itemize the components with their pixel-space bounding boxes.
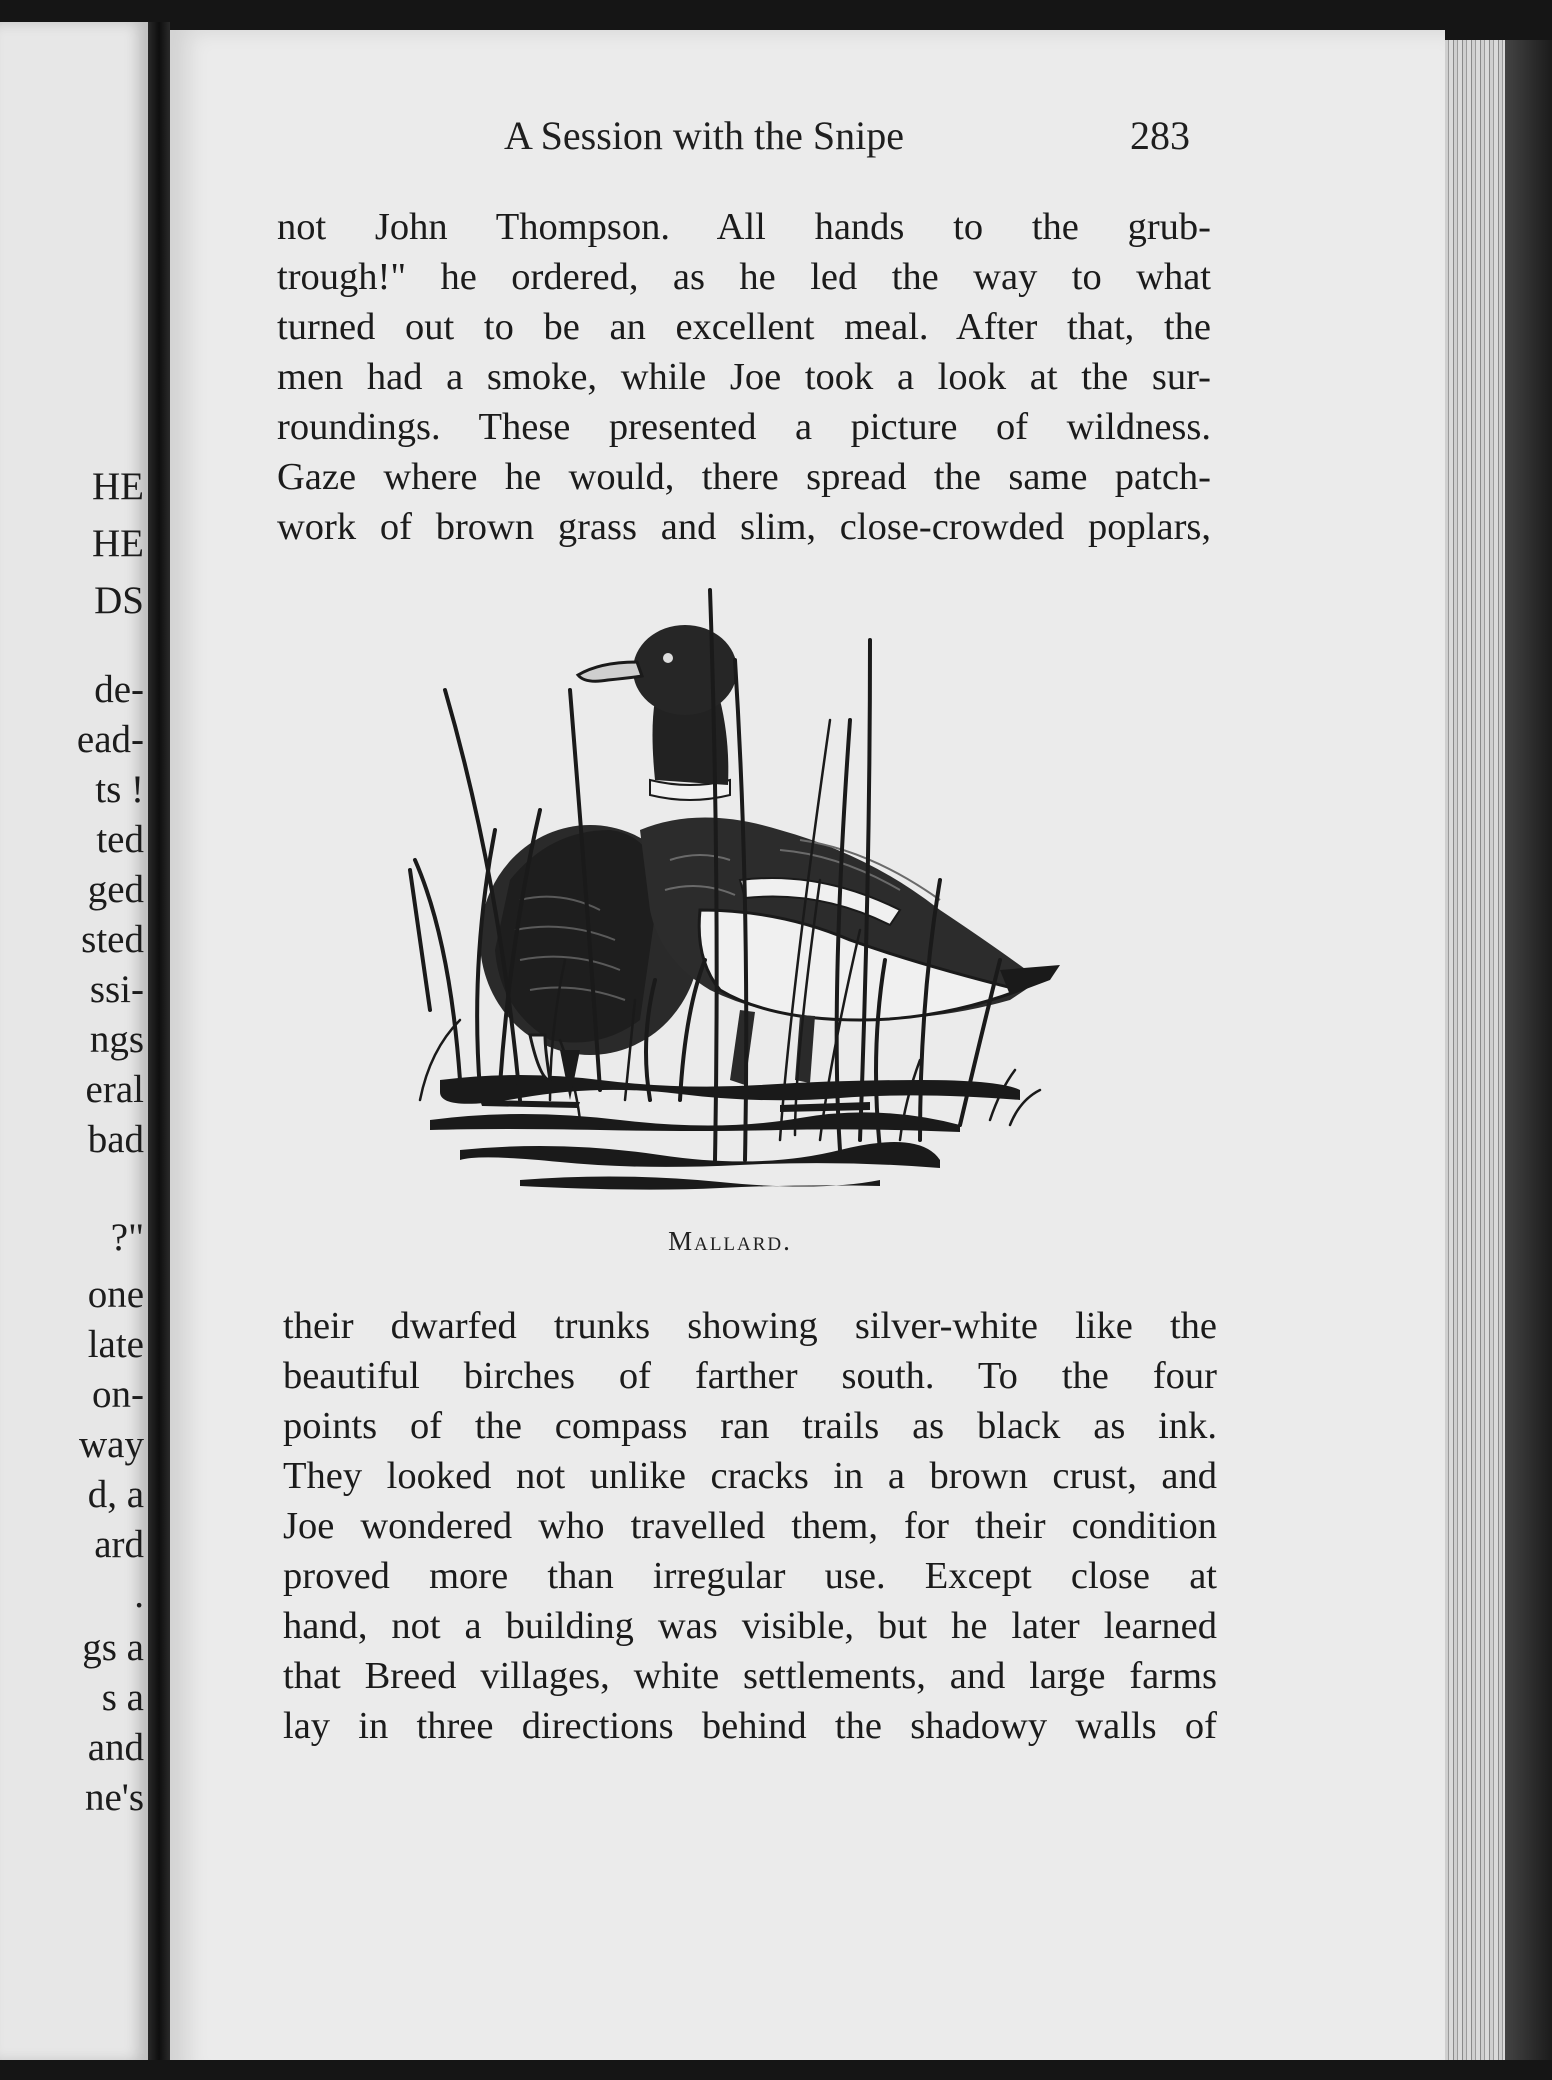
text-line: lay in three directions behind the shadowy walls of	[283, 1705, 1217, 1747]
left-fragment: one	[87, 1273, 144, 1316]
text-line: Gaze where he would, there spread the same patch-	[277, 456, 1211, 498]
left-fragment: s a	[101, 1676, 144, 1719]
text-line: beautiful birches of farther south. To the four	[283, 1355, 1217, 1397]
text-line: roundings. These presented a picture of wildness.	[277, 406, 1211, 448]
left-fragment: gs a	[82, 1626, 144, 1669]
left-fragment: ged	[87, 868, 144, 911]
text-line: that Breed villages, white settlements, and large farms	[283, 1655, 1217, 1697]
text-line: not John Thompson. All hands to the grub-	[277, 206, 1211, 248]
left-fragment: ngs	[89, 1018, 144, 1061]
left-fragment: ts !	[95, 768, 144, 811]
book-gutter	[148, 22, 170, 2062]
left-fragment: and	[87, 1726, 144, 1769]
book-cover-edge	[1505, 40, 1552, 2080]
scan-bottom-border	[0, 2060, 1552, 2080]
figure-caption: Mallard.	[668, 1226, 792, 1256]
left-fragment: way	[79, 1423, 144, 1466]
text-line: turned out to be an excellent meal. After that, the	[277, 306, 1211, 348]
left-fragment: de-	[94, 668, 144, 711]
left-fragment: .	[134, 1573, 144, 1616]
text-line: trough!" he ordered, as he led the way to what	[277, 256, 1211, 298]
mallard-illustration	[400, 580, 1100, 1200]
body-text-lower	[283, 1301, 1217, 1751]
text-line: points of the compass ran trails as black as ink.	[283, 1405, 1217, 1447]
left-fragment: late	[87, 1323, 144, 1366]
body-text-upper	[277, 202, 1211, 552]
text-line: proved more than irregular use. Except close at	[283, 1555, 1217, 1597]
left-fragment: sted	[81, 918, 144, 961]
left-fragment: on-	[92, 1373, 144, 1416]
left-fragment: ard	[94, 1523, 144, 1566]
text-line: hand, not a building was visible, but he later learned	[283, 1605, 1217, 1647]
left-fragment: bad	[87, 1118, 144, 1161]
left-fragment: d, a	[87, 1473, 144, 1516]
text-line: men had a smoke, while Joe took a look at the sur-	[277, 356, 1211, 398]
text-line: They looked not unlike cracks in a brown crust, and	[283, 1455, 1217, 1497]
page-number: 283	[1130, 113, 1190, 158]
left-fragment: ted	[96, 818, 144, 861]
left-fragment: HE	[92, 522, 144, 565]
left-fragment: ne's	[84, 1776, 144, 1819]
left-fragment: ?"	[110, 1216, 144, 1259]
running-head: A Session with the Snipe	[504, 113, 905, 158]
left-fragment: ead-	[76, 718, 144, 761]
left-fragment: eral	[85, 1068, 144, 1111]
left-fragment: DS	[94, 579, 144, 622]
text-line: Joe wondered who travelled them, for their condition	[283, 1505, 1217, 1547]
facing-page-left	[0, 22, 148, 2062]
text-line: their dwarfed trunks showing silver-white like the	[283, 1305, 1217, 1347]
left-fragment: ssi-	[89, 968, 144, 1011]
left-fragment: HE	[92, 465, 144, 508]
text-line: work of brown grass and slim, close-crowded poplars,	[277, 506, 1211, 548]
